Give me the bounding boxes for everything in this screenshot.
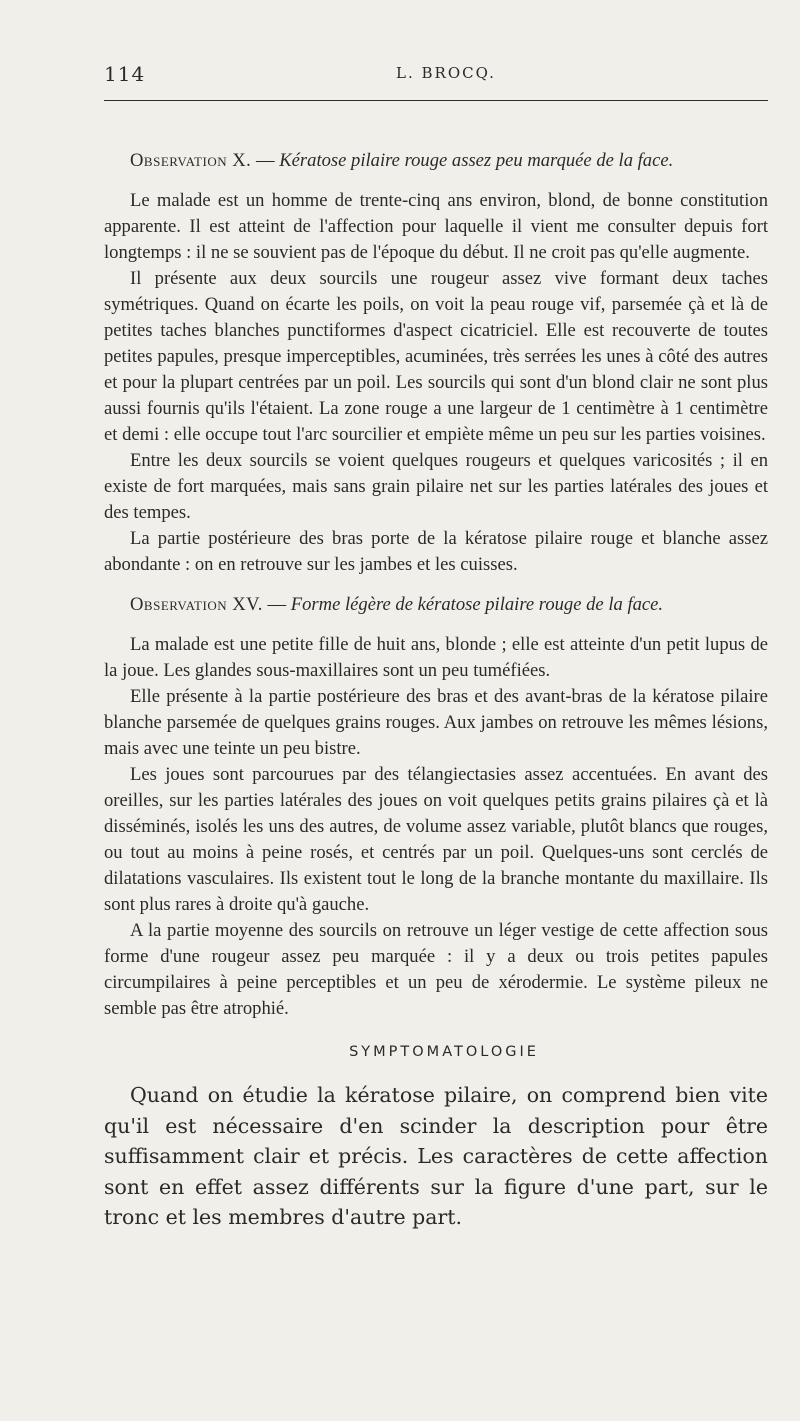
observation-xv-paragraph: Elle présente à la partie postérieure des bras et des avant-bras de la kératose pilaire blanche parsemée de quelques grains rouges. Aux jambes on retrouve les mêmes lésions, mais avec une teinte un peu bistre. <box>104 686 768 759</box>
header-rule <box>104 100 768 101</box>
observation-x-paragraph: Le malade est un homme de trente-cinq ans environ, blond, de bonne constitution apparente. Il est atteint de l'affection pour laquelle il vient me consulter depuis fort longtemps : il ne se souvient pas de l'époque du début. Il ne croit pas qu'elle augmente. <box>104 190 768 263</box>
page-number: 114 <box>104 62 146 86</box>
observation-x-paragraph: Entre les deux sourcils se voient quelques rougeurs et quelques varicosités ; il en existe de fort marquées, mais sans grain pilaire net sur les parties latérales des joues et des tempes. <box>104 450 768 523</box>
observation-x-paragraph: La partie postérieure des bras porte de la kératose pilaire rouge et blanche assez abondante : on en retrouve sur les jambes et les cuisses. <box>104 528 768 575</box>
observation-x-title: Kératose pilaire rouge assez peu marquée de la face. <box>279 150 674 171</box>
observation-xv-label: Observation XV. <box>130 594 263 615</box>
section-title: SYMPTOMATOLOGIE <box>349 1044 539 1060</box>
observation-x-dash: — <box>256 150 275 171</box>
observation-xv-paragraph: La malade est une petite fille de huit ans, blonde ; elle est atteinte d'un petit lupus de la joue. Les glandes sous-maxillaires sont un peu tuméfiées. <box>104 634 768 681</box>
observation-xv-title: Forme légère de kératose pilaire rouge de la face. <box>290 594 664 615</box>
observation-xv-paragraph: A la partie moyenne des sourcils on retrouve un léger vestige de cette affection sous forme d'une rougeur assez peu marquée : il y a deux ou trois petites papules circumpilaires à peine perceptibles et un peu de xérodermie. Le système pileux ne semble pas être atrophié. <box>104 920 768 1019</box>
observation-xv-dash: — <box>267 594 287 615</box>
section-paragraph: Quand on étudie la kératose pilaire, on comprend bien vite qu'il est nécessaire d'en scinder la description pour être suffisamment clair et précis. Les caractères de cette affection sont en effet assez différents sur la figure d'une part, sur le tronc et les membres d'autre part. <box>104 1083 768 1229</box>
observation-xv-heading <box>104 592 768 618</box>
observation-x-heading <box>104 148 768 174</box>
page-header <box>104 62 768 92</box>
spacer <box>104 578 768 592</box>
running-head: L. BROCQ. <box>396 64 496 82</box>
observation-x-paragraph: Il présente aux deux sourcils une rougeur assez vive formant deux taches symétriques. Quand on écarte les poils, on voit la peau rouge vif, parsemée çà et là de petites taches blanches punctiformes d'aspect cicatriciel. Elle est recouverte de toutes petites papules, presque imperceptibles, acuminées, très serrées les unes à côté des autres et pour la plupart centrées par un poil. Les sourcils qui sont d'un blond clair ne sont plus aussi fournis qu'ils l'étaient. La zone rouge a une largeur de 1 centimètre à 1 centimètre et demi : elle occupe tout l'arc sourcilier et empiète même un peu sur les parties voisines. <box>104 268 768 445</box>
page-body <box>104 148 768 1233</box>
observation-x-label: Observation X. <box>130 150 252 171</box>
observation-xv-paragraph: Les joues sont parcourues par des télangiectasies assez accentuées. En avant des oreilles, sur les parties latérales des joues on voit quelques petits grains pilaires çà et là disséminés, isolés les uns des autres, de volume assez variable, plutôt blancs que rouges, ou tout au moins à peine rosés, et centrés par un poil. Quelques-uns sont cerclés de dilatations vasculaires. Ils existent tout le long de la branche montante du maxillaire. Ils sont plus rares à droite qu'à gauche. <box>104 764 768 915</box>
